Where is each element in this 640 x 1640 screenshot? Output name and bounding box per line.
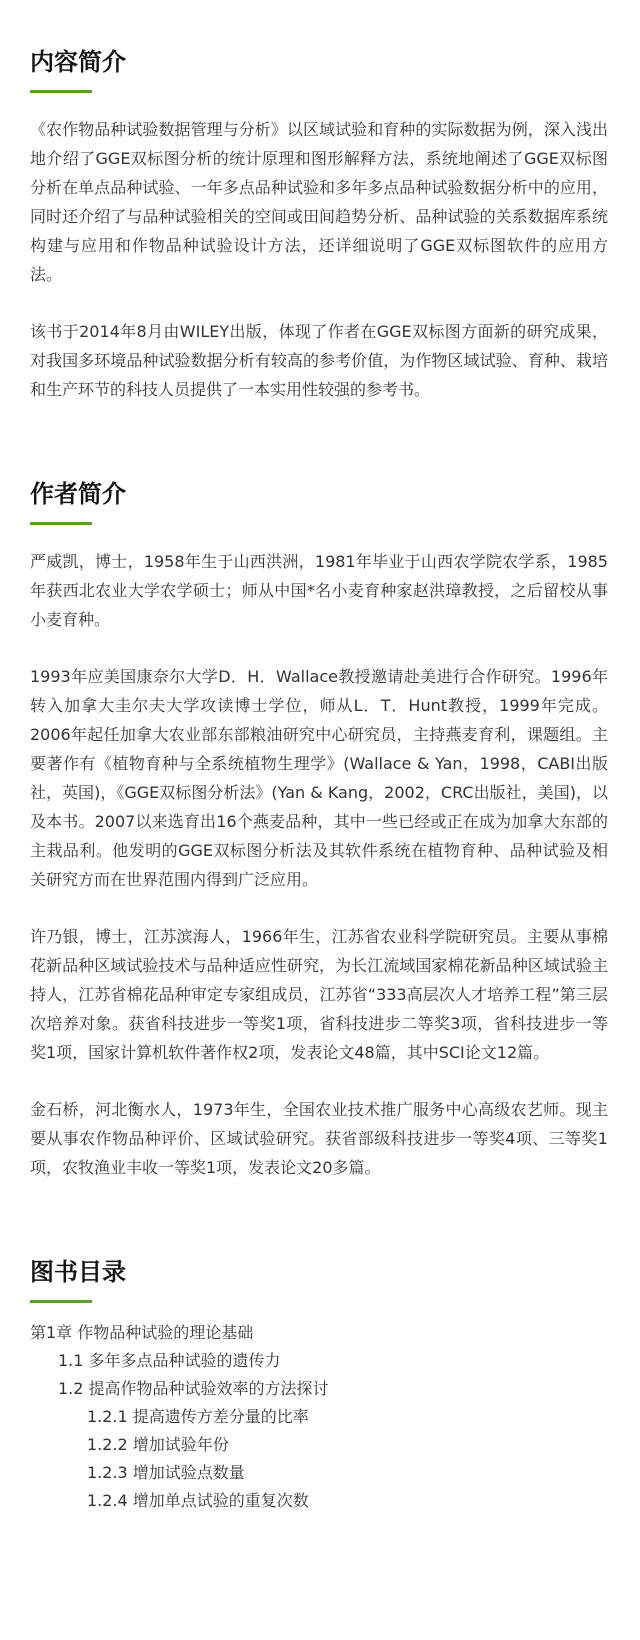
toc-title: 图书目录 bbox=[30, 1258, 126, 1286]
toc-item: 1.1 多年多点品种试验的遗传力 bbox=[58, 1351, 281, 1370]
toc-item: 1.2.2 增加试验年份 bbox=[87, 1435, 229, 1454]
authors-title: 作者简介 bbox=[30, 480, 126, 508]
authors-title-underline bbox=[30, 522, 92, 525]
intro-title: 内容简介 bbox=[30, 48, 126, 76]
author-paragraph-1: 严威凯，博士，1958年生于山西洪洲，1981年毕业于山西农学院农学系，1985年获西北农业大学农学硕士；师从中国*名小麦育种家赵洪璋教授，之后留校从事小麦育种。 bbox=[30, 552, 608, 629]
intro-title-underline bbox=[30, 90, 92, 93]
author-paragraph-2: 1993年应美国康奈尔大学D．H．Wallace教授邀请赴美进行合作研究。1996年转入加拿大圭尔夫大学攻读博士学位，师从L．T．Hunt教授，1999年完成。2006年起任加拿大农业部东部粮油研究中心研究员，主持燕麦育利，课题组。主要著作有《植物育种与全系统植物生理学》(Wallace & Yan，1998，CABI出版社，英国)，《GGE双标图分析法》(Yan & Kang，2002，CRC出版社，美国)，以及本书。2007以来选育出16个燕麦品种，其中一些已经或正在成为加拿大东部的主栽品利。他发明的GGE双标图分析法及其软件系统在植物育种、品种试验及相关研究方而在世界范围内得到广泛应用。 bbox=[30, 667, 608, 889]
intro-paragraph-2: 该书于2014年8月由WILEY出版，体现了作者在GGE双标图方面新的研究成果，对我国多环境品种试验数据分析有较高的参考价值，为作物区域试验、育种、栽培和生产环节的科技人员提供了一本实用性较强的参考书。 bbox=[30, 322, 608, 399]
table-of-contents bbox=[30, 1319, 608, 1515]
toc-item: 1.2 提高作物品种试验效率的方法探讨 bbox=[58, 1379, 329, 1398]
author-paragraph-3: 许乃银，博士，江苏滨海人，1966年生，江苏省农业科学院研究员。主要从事棉花新品种区域试验技术与品种适应性研究，为长江流域国家棉花新品种区域试验主持人，江苏省棉花品种审定专家组成员，江苏省“333高层次人才培养工程”第三层次培养对象。获省科技进步一等奖1项，省科技进步二等奖3项，省科技进步一等奖1项，国家计算机软件著作权2项，发表论文48篇，其中SCI论文12篇。 bbox=[30, 927, 608, 1062]
toc-title-underline bbox=[30, 1300, 92, 1303]
toc-item: 1.2.3 增加试验点数量 bbox=[87, 1463, 245, 1482]
author-paragraph-4: 金石桥，河北衡水人，1973年生，全国农业技术推广服务中心高级农艺师。现主要从事农作物品种评价、区域试验研究。获省部级科技进步一等奖4项、三等奖1项，农牧渔业丰收一等奖1项，发表论文20多篇。 bbox=[30, 1100, 608, 1177]
toc-item: 1.2.4 增加单点试验的重复次数 bbox=[87, 1491, 309, 1510]
intro-paragraph-1: 《农作物品种试验数据管理与分析》以区域试验和育种的实际数据为例，深入浅出地介绍了GGE双标图分析的统计原理和图形解释方法，系统地阐述了GGE双标图分析在单点品种试验、一年多点品种试验和多年多点品种试验数据分析中的应用，同时还介绍了与品种试验相关的空间或田间趋势分析、品种试验的关系数据库系统构建与应用和作物品种试验设计方法，还详细说明了GGE双标图软件的应用方法。 bbox=[30, 120, 608, 284]
toc-item: 1.2.1 提高遗传方差分量的比率 bbox=[87, 1407, 309, 1426]
toc-item: 第1章 作物品种试验的理论基础 bbox=[30, 1323, 254, 1342]
